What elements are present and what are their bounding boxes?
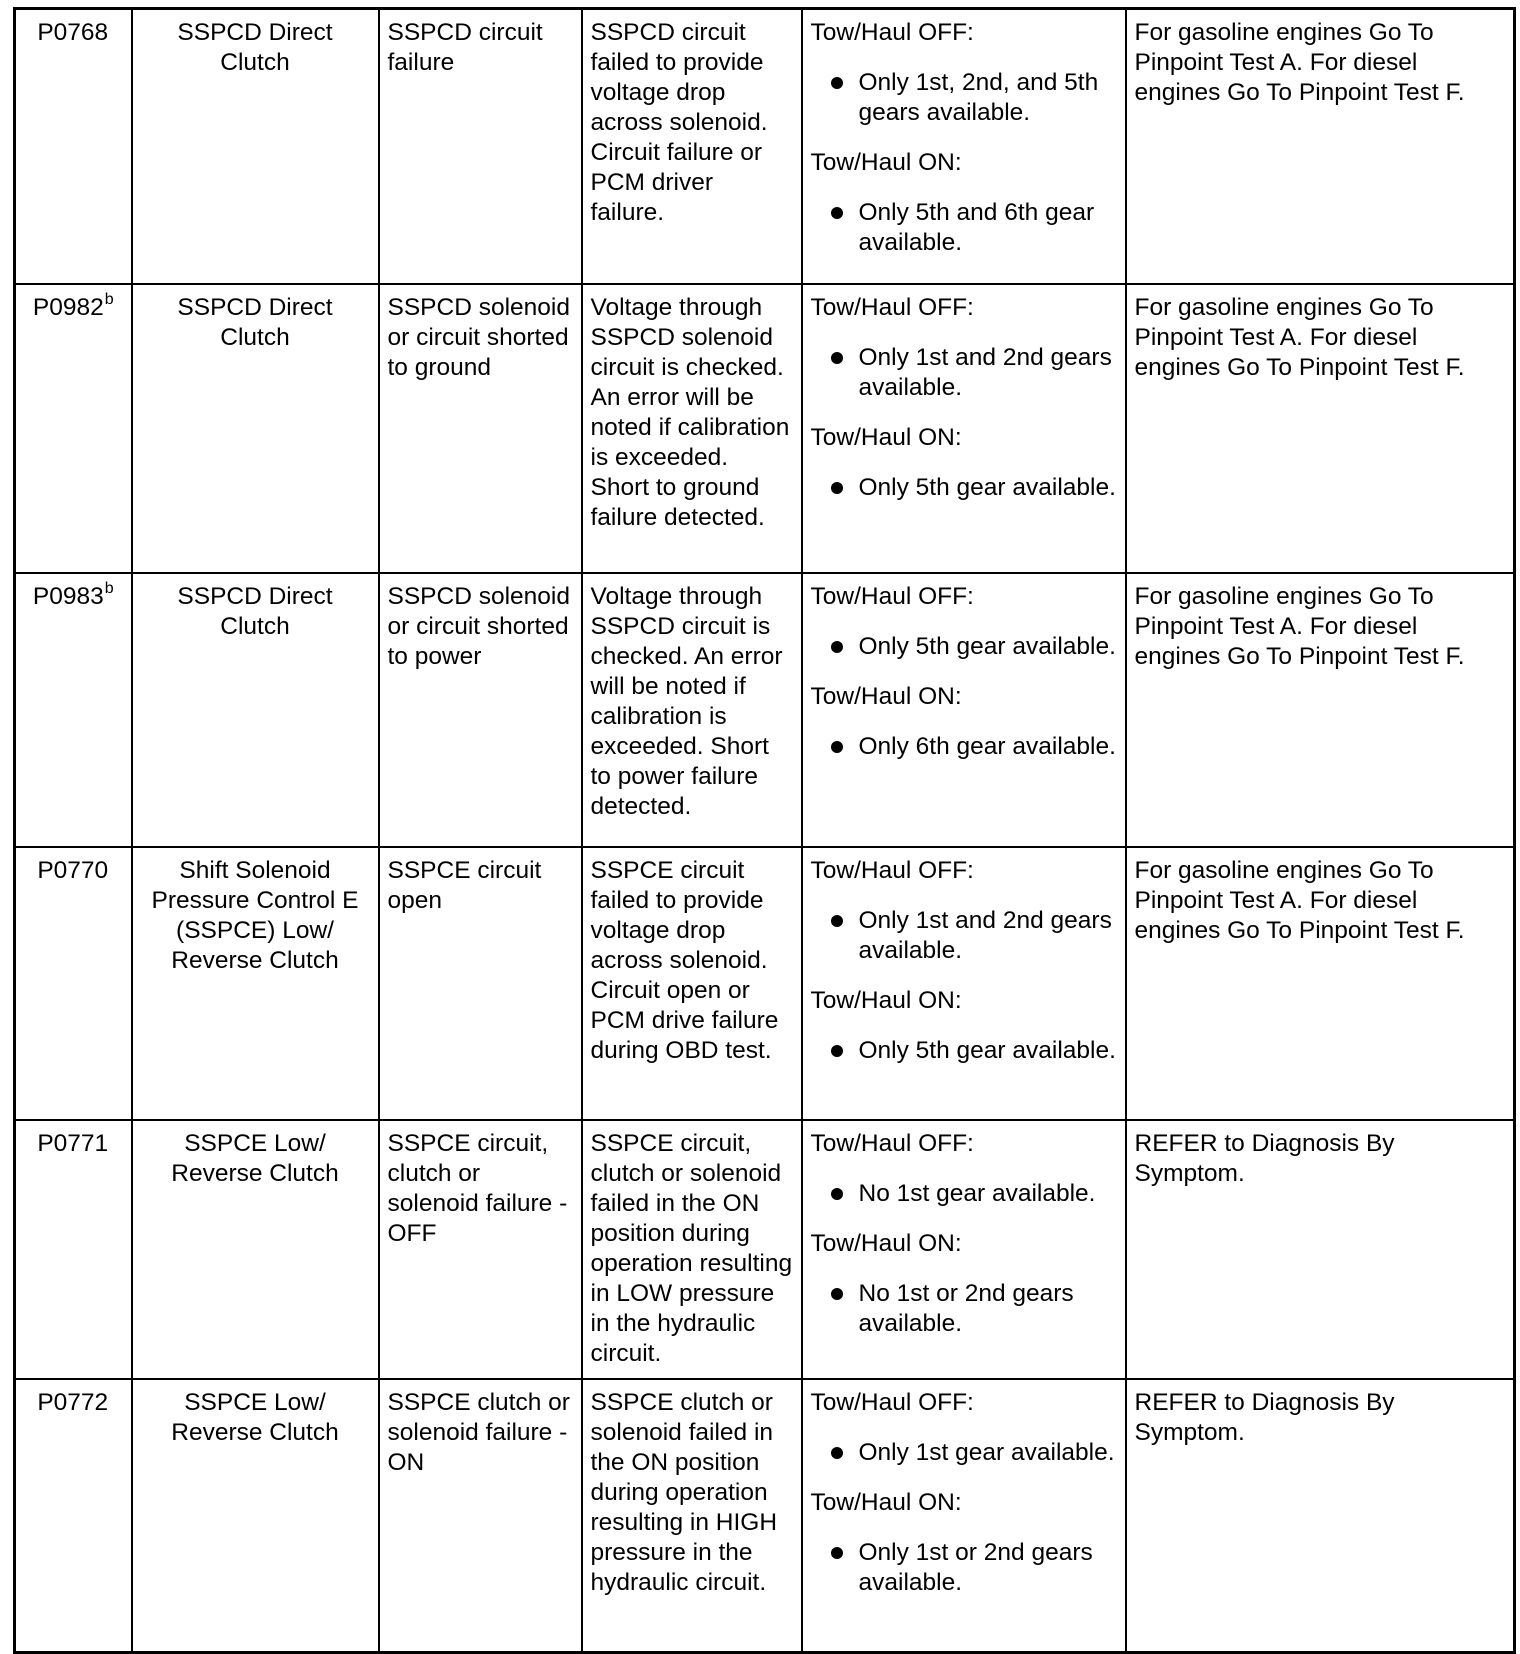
symptom-cell xyxy=(802,847,1126,1120)
list-item: Only 5th gear available. xyxy=(811,473,1117,503)
list-item: No 1st gear available. xyxy=(811,1179,1117,1209)
tow-haul-off-list xyxy=(811,343,1117,403)
table-row xyxy=(15,284,1515,573)
table-row xyxy=(15,573,1515,847)
tow-haul-off-list xyxy=(811,906,1117,966)
table-row xyxy=(15,847,1515,1120)
action-cell: For gasoline engines Go To Pinpoint Test A. For diesel engines Go To Pinpoint Test F. xyxy=(1126,9,1515,284)
description-cell: SSPCD solenoid or circuit shorted to power xyxy=(379,573,582,847)
action-cell: REFER to Diagnosis By Symptom. xyxy=(1126,1120,1515,1379)
action-cell: For gasoline engines Go To Pinpoint Test A. For diesel engines Go To Pinpoint Test F. xyxy=(1126,284,1515,573)
condition-cell: SSPCE circuit, clutch or solenoid failed in the ON position during operation resulting in LOW pressure in the hydraulic circuit. xyxy=(582,1120,802,1379)
symptom-cell xyxy=(802,573,1126,847)
tow-haul-on-list xyxy=(811,198,1117,258)
symptom-cell xyxy=(802,1379,1126,1653)
tow-haul-on-label: Tow/Haul ON: xyxy=(810,986,962,1014)
description-cell: SSPCD circuit failure xyxy=(379,9,582,284)
dtc-code: P0982 xyxy=(32,293,104,321)
list-item: No 1st or 2nd gears available. xyxy=(811,1279,1117,1339)
tow-haul-off-list xyxy=(811,632,1117,662)
tow-haul-off-label: Tow/Haul OFF: xyxy=(810,1129,974,1157)
dtc-code: P0770 xyxy=(37,856,109,884)
tow-haul-off-label: Tow/Haul OFF: xyxy=(810,1388,974,1416)
list-item: Only 6th gear available. xyxy=(811,732,1117,762)
table-row xyxy=(15,1120,1515,1379)
list-item: Only 5th gear available. xyxy=(811,632,1117,662)
dtc-code-cell xyxy=(15,284,132,573)
tow-haul-off-list xyxy=(811,68,1117,128)
tow-haul-on-list xyxy=(811,1036,1117,1066)
condition-cell: Voltage through SSPCD solenoid circuit is checked. An error will be noted if calibration is exceeded. Short to ground failure detected. xyxy=(582,284,802,573)
tow-haul-on-label: Tow/Haul ON: xyxy=(810,682,962,710)
action-cell: For gasoline engines Go To Pinpoint Test A. For diesel engines Go To Pinpoint Test F. xyxy=(1126,573,1515,847)
component-cell: SSPCD Direct Clutch xyxy=(132,9,379,284)
list-item: Only 5th and 6th gear available. xyxy=(811,198,1117,258)
dtc-code-cell xyxy=(15,847,132,1120)
description-cell: SSPCD solenoid or circuit shorted to ground xyxy=(379,284,582,573)
tow-haul-on-label: Tow/Haul ON: xyxy=(810,1229,962,1257)
component-cell: SSPCD Direct Clutch xyxy=(132,284,379,573)
dtc-table-body xyxy=(15,9,1515,1653)
condition-cell: SSPCD circuit failed to provide voltage drop across solenoid. Circuit failure or PCM driver failure. xyxy=(582,9,802,284)
tow-haul-off-label: Tow/Haul OFF: xyxy=(810,582,974,610)
tow-haul-off-label: Tow/Haul OFF: xyxy=(810,19,974,46)
tow-haul-off-list xyxy=(811,1438,1117,1468)
tow-haul-on-list xyxy=(811,1279,1117,1339)
symptom-cell xyxy=(802,1120,1126,1379)
table-row xyxy=(15,9,1515,284)
component-cell: SSPCE Low/ Reverse Clutch xyxy=(132,1379,379,1653)
description-cell: SSPCE circuit, clutch or solenoid failure - OFF xyxy=(379,1120,582,1379)
action-cell: REFER to Diagnosis By Symptom. xyxy=(1126,1379,1515,1653)
table-row xyxy=(15,1379,1515,1653)
list-item: Only 5th gear available. xyxy=(811,1036,1117,1066)
component-cell: SSPCD Direct Clutch xyxy=(132,573,379,847)
tow-haul-on-label: Tow/Haul ON: xyxy=(810,423,962,451)
dtc-code-cell xyxy=(15,9,132,284)
list-item: Only 1st, 2nd, and 5th gears available. xyxy=(811,68,1117,128)
tow-haul-off-label: Tow/Haul OFF: xyxy=(810,293,974,321)
dtc-code: P0983 xyxy=(32,582,104,610)
tow-haul-on-list xyxy=(811,732,1117,762)
action-cell: For gasoline engines Go To Pinpoint Test A. For diesel engines Go To Pinpoint Test F. xyxy=(1126,847,1515,1120)
dtc-table xyxy=(13,7,1516,1654)
list-item: Only 1st or 2nd gears available. xyxy=(811,1538,1117,1598)
list-item: Only 1st gear available. xyxy=(811,1438,1117,1468)
tow-haul-off-list xyxy=(811,1179,1117,1209)
component-cell: Shift Solenoid Pressure Control E (SSPCE) Low/ Reverse Clutch xyxy=(132,847,379,1120)
tow-haul-on-label: Tow/Haul ON: xyxy=(810,1488,962,1516)
footnote-marker: b xyxy=(104,579,114,597)
condition-cell: SSPCE clutch or solenoid failed in the ON position during operation resulting in HIGH pressure in the hydraulic circuit. xyxy=(582,1379,802,1653)
tow-haul-on-list xyxy=(811,473,1117,503)
dtc-code: P0771 xyxy=(37,1129,109,1157)
description-cell: SSPCE clutch or solenoid failure - ON xyxy=(379,1379,582,1653)
dtc-code: P0768 xyxy=(37,19,109,46)
dtc-code-cell xyxy=(15,1379,132,1653)
footnote-marker: b xyxy=(104,290,114,308)
component-cell: SSPCE Low/ Reverse Clutch xyxy=(132,1120,379,1379)
dtc-code-cell xyxy=(15,1120,132,1379)
condition-cell: Voltage through SSPCD circuit is checked. An error will be noted if calibration is exceeded. Short to power failure detected. xyxy=(582,573,802,847)
tow-haul-on-label: Tow/Haul ON: xyxy=(810,149,962,176)
dtc-code-cell xyxy=(15,573,132,847)
condition-cell: SSPCE circuit failed to provide voltage drop across solenoid. Circuit open or PCM drive failure during OBD test. xyxy=(582,847,802,1120)
description-cell: SSPCE circuit open xyxy=(379,847,582,1120)
symptom-cell xyxy=(802,284,1126,573)
list-item: Only 1st and 2nd gears available. xyxy=(811,343,1117,403)
tow-haul-on-list xyxy=(811,1538,1117,1598)
list-item: Only 1st and 2nd gears available. xyxy=(811,906,1117,966)
symptom-cell xyxy=(802,9,1126,284)
dtc-code: P0772 xyxy=(37,1388,109,1416)
tow-haul-off-label: Tow/Haul OFF: xyxy=(810,856,974,884)
